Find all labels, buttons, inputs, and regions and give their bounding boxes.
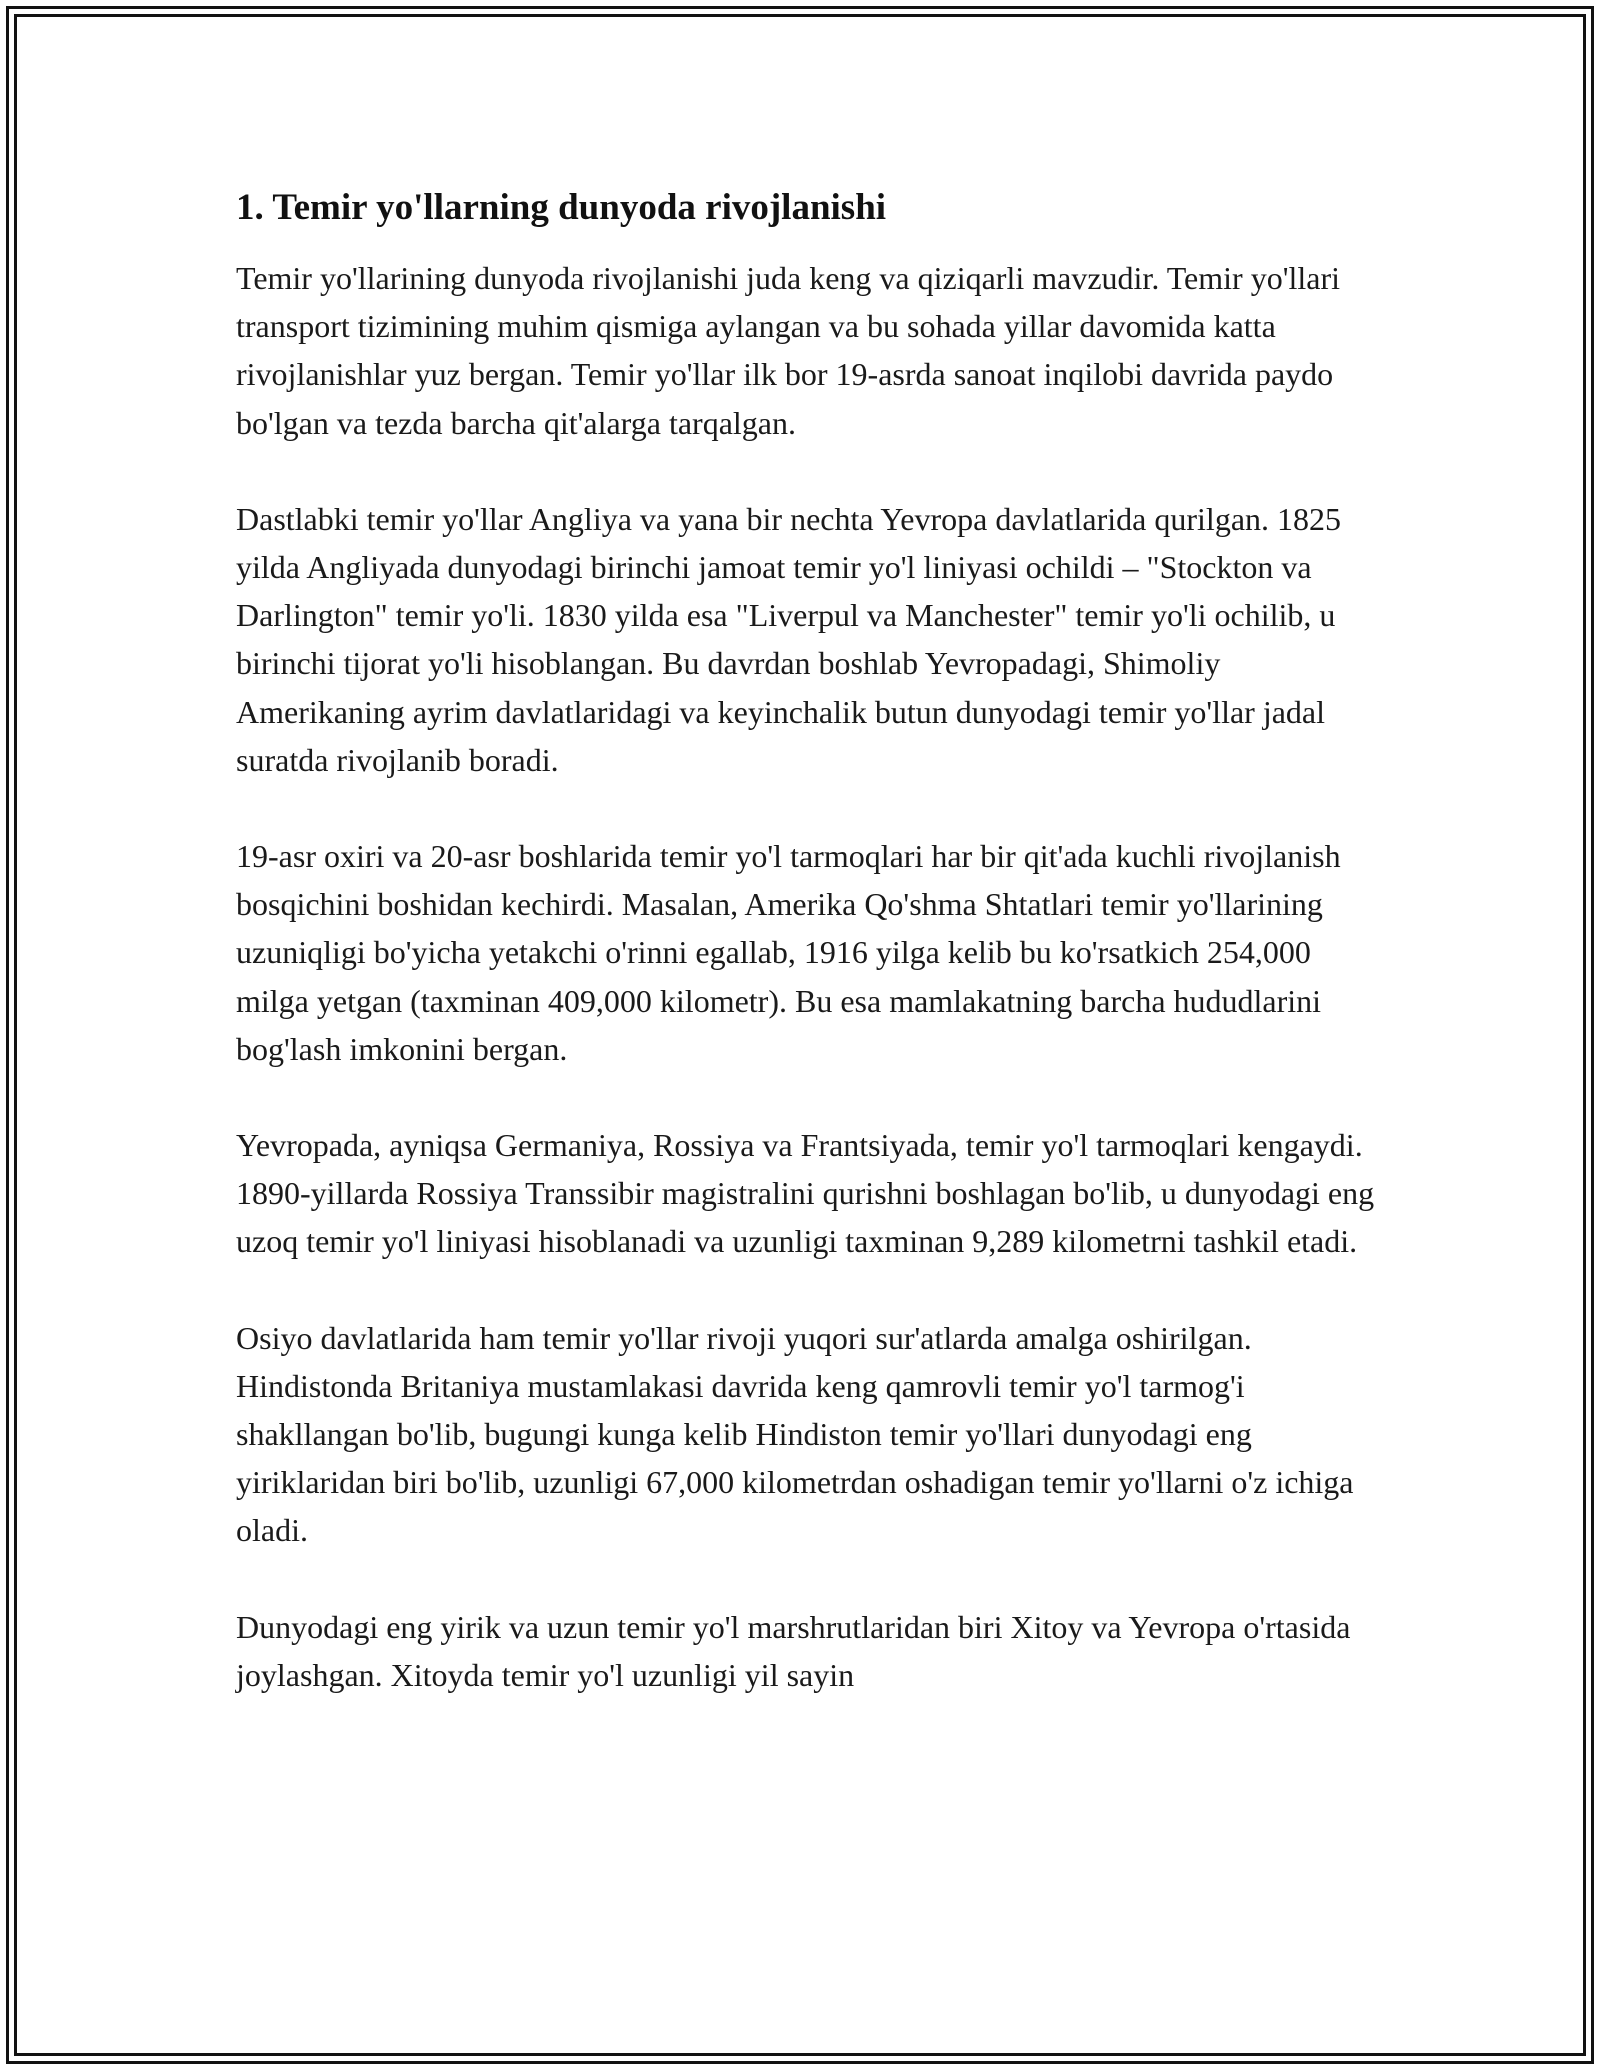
section-heading: 1. Temir yo'llarning dunyoda rivojlanishi [236,187,887,228]
paragraph-europe: Yevropada, ayniqsa Germaniya, Rossiya va Frantsiyada, temir yo'l tarmoqlari kengaydi. 1890-yillarda Rossiya Transsibir magistralini qurishni boshlagan bo'lib, u dunyodagi eng uzoq temir yo'l liniyasi hisoblanadi va uzunligi taxminan 9,289 kilometrni tashkil etadi. [236,1127,1375,1260]
paragraph-early-railways: Dastlabki temir yo'llar Angliya va yana bir nechta Yevropa davlatlarida qurilgan. 1825 yilda Angliyada dunyodagi birinchi jamoat temir yo'l liniyasi ochildi – "Stockton va Darlington" temir yo'li. 1830 yilda esa "Liverpul va Manchester" temir yo'li ochilib, u birinchi tijorat yo'li hisoblangan. Bu davrdan boshlab Yevropadagi, Shimoliy Amerikaning ayrim davlatlaridagi va keyinchalik butun dunyodagi temir yo'llar jadal suratda rivojlanib boradi. [236,500,1342,778]
document-body [236,184,1376,1747]
paragraph-19th-20th-century: 19-asr oxiri va 20-asr boshlarida temir yo'l tarmoqlari har bir qit'ada kuchli rivojlanish bosqichini boshidan kechirdi. Masalan, Amerika Qo'shma Shtatlari temir yo'llarining uzuniqligi bo'yicha yetakchi o'rinni egallab, 1916 yilga kelib bu ko'rsatkich 254,000 milga yetgan (taxminan 409,000 kilometr). Bu esa mamlakatning barcha hududlarini bog'lash imkonini bergan. [236,838,1341,1067]
paragraph-asia: Osiyo davlatlarida ham temir yo'llar rivoji yuqori sur'atlarda amalga oshirilgan. Hindistonda Britaniya mustamlakasi davrida keng qamrovli temir yo'l tarmog'i shakllangan bo'lib, bugungi kunga kelib Hindiston temir yo'llari dunyodagi eng yiriklaridan biri bo'lib, uzunligi 67,000 kilometrdan oshadigan temir yo'llarni o'z ichiga oladi. [236,1319,1354,1549]
paragraph-intro: Temir yo'llarining dunyoda rivojlanishi juda keng va qiziqarli mavzudir. Temir yo'llari transport tizimining muhim qismiga aylangan va bu sohada yillar davomida katta rivojlanishlar yuz bergan. Temir yo'llar ilk bor 19-asrda sanoat inqilobi davrida paydo bo'lgan va tezda barcha qit'alarga tarqalgan. [236,260,1340,441]
paragraph-china-europe: Dunyodagi eng yirik va uzun temir yo'l marshrutlaridan biri Xitoy va Yevropa o'rtasida joylashgan. Xitoyda temir yo'l uzunligi yil sayin [236,1608,1351,1693]
